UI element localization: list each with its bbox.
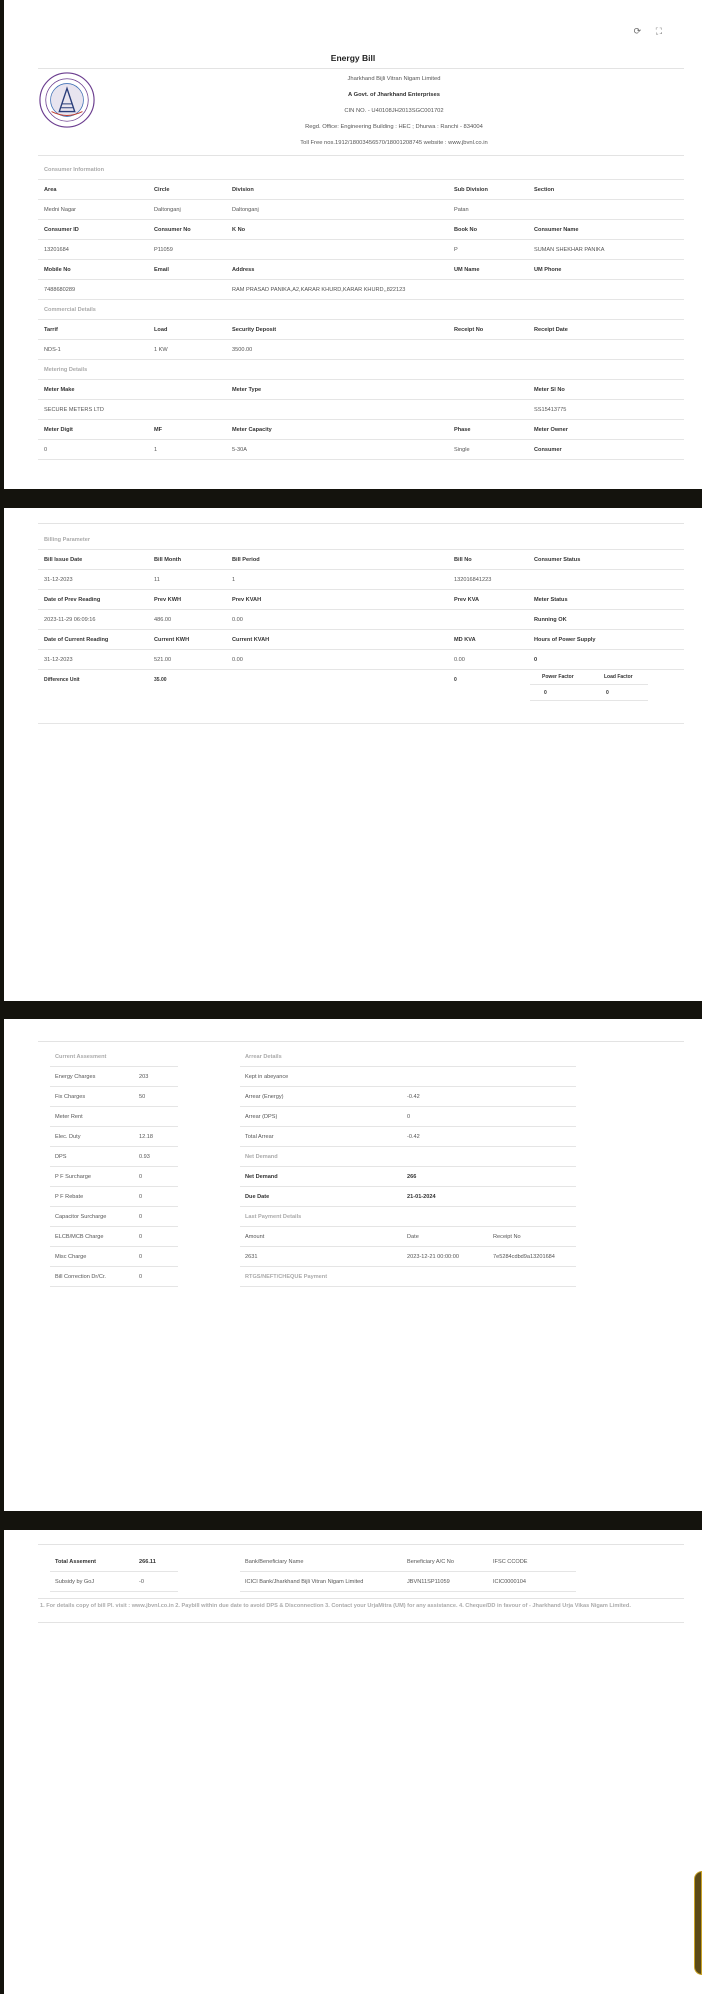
power-factor-table (530, 669, 648, 701)
table-row: ICICI Bank/Jharkhand Bijli Vitran Nigam Limited JBVN11SP11059 ICIC0000104 (240, 1572, 576, 1592)
table-row: ELCB/MCB Charge 0 (50, 1227, 178, 1247)
table-row: Mobile No Email Address UM Name UM Phone (38, 260, 684, 280)
table-row: Tarrif Load Security Deposit Receipt No Receipt Date (38, 320, 684, 340)
company-subtitle: A Govt. of Jharkhand Enterprises (348, 92, 440, 98)
table-row: Elec. Duty 12.18 (50, 1127, 178, 1147)
table-row: Date of Prev Reading Prev KWH Prev KVAH Prev KVA Meter Status (38, 590, 684, 610)
table-row: Arrear (Energy) -0.42 (240, 1087, 576, 1107)
table-row: Misc Charge 0 (50, 1247, 178, 1267)
registered-office: Regd. Office: Engineering Building : HEC ; Dhurwa : Ranchi - 834004 (305, 124, 483, 130)
bank-details-table (240, 1552, 576, 1592)
bill-page-4 (4, 1530, 702, 1994)
table-row: Power Factor Load Factor (530, 669, 648, 685)
divider (38, 1622, 684, 1623)
table-row: 2631 2023-12-21 00:00:00 7e5284cdbd9a13201684 (240, 1247, 576, 1267)
divider (38, 155, 684, 156)
table-row: Meter Digit MF Meter Capacity Phase Meter Owner (38, 420, 684, 440)
footnote: 1. For details copy of bill Pl. visit : www.jbvnl.co.in 2. Paybill within due date to avoid DPS & Disconnection 3. Contact your UrjaMitra (UM) for any assistance. 4. Cheque/DD in favour of - Jharkhand Urja Vikas Nigam Limited. (40, 1603, 631, 1609)
table-row: 31-12-2023 11 1 132016841223 (38, 570, 684, 590)
table-row: 13201684 P11059 P SUMAN SHEKHAR PANIKA (38, 240, 684, 260)
refresh-icon[interactable]: ⟳ (633, 26, 648, 36)
table-row: 31-12-2023 521.00 0.00 0.00 0 (38, 650, 684, 670)
table-row: Amount Date Receipt No (240, 1227, 576, 1247)
bill-page-1 (4, 0, 702, 489)
cin-number: CIN NO. - U40108JH2013SGC001702 (344, 108, 444, 114)
table-row: Total Assement 266.11 (50, 1552, 178, 1572)
company-name: Jharkhand Bijli Vitran Nigam Limited (347, 76, 441, 82)
table-row: Fix Charges 50 (50, 1087, 178, 1107)
section-metering-details: Metering Details (38, 360, 684, 380)
table-row: Meter Rent (50, 1107, 178, 1127)
bill-page-3 (4, 1019, 702, 1511)
chat-widget-button[interactable] (694, 1871, 702, 1975)
table-row: Arrear (DPS) 0 (240, 1107, 576, 1127)
divider (38, 523, 684, 524)
table-row: 0 1 5-30A Single Consumer (38, 440, 684, 460)
divider (38, 1598, 684, 1599)
table-row: Date of Current Reading Current KWH Current KVAH MD KVA Hours of Power Supply (38, 630, 684, 650)
total-assessment-table (50, 1552, 178, 1592)
difference-unit-row: Difference Unit 35.00 0 (38, 670, 684, 724)
table-row: Bill Issue Date Bill Month Bill Period Bill No Consumer Status (38, 550, 684, 570)
table-row: 2023-11-29 06:09:16 486.00 0.00 Running OK (38, 610, 684, 630)
table-row: Total Arrear -0.42 (240, 1127, 576, 1147)
table-row: NDS-1 1 KW 3500.00 (38, 340, 684, 360)
table-row: 0 0 (530, 685, 648, 701)
table-row: Subsidy by GoJ -0 (50, 1572, 178, 1592)
table-row: Medni Nagar Daltonganj Daltonganj Patan (38, 200, 684, 220)
section-billing-parameter: Billing Parameter (38, 530, 684, 550)
arrear-details-table (240, 1047, 576, 1287)
table-row: DPS 0.93 (50, 1147, 178, 1167)
table-row: Kept in abeyance (240, 1067, 576, 1087)
table-row: P F Rebate 0 (50, 1187, 178, 1207)
bill-page-2 (4, 508, 702, 1001)
section-commercial-details: Commercial Details (38, 300, 684, 320)
divider (38, 1544, 684, 1545)
section-consumer-information: Consumer Information (38, 160, 684, 180)
table-row: Bank/Beneficiary Name Beneficiary A/C No IFSC CCODE (240, 1552, 576, 1572)
page-title: Energy Bill (330, 53, 376, 63)
table-row: Last Payment Details (240, 1207, 576, 1227)
divider (38, 1041, 684, 1042)
divider (38, 68, 684, 69)
table-row: P F Surcharge 0 (50, 1167, 178, 1187)
table-row: Current Assesment (50, 1047, 178, 1067)
jbvnl-logo (38, 71, 96, 129)
table-row: Bill Correction Dr/Cr. 0 (50, 1267, 178, 1287)
current-assessment-table (50, 1047, 178, 1287)
table-row: SECURE METERS LTD SS15413775 (38, 400, 684, 420)
table-row: Net Demand (240, 1147, 576, 1167)
table-row: Meter Make Meter Type Meter Sl No (38, 380, 684, 400)
toolbar (634, 26, 668, 37)
table-row: Consumer ID Consumer No K No Book No Consumer Name (38, 220, 684, 240)
table-row: RTGS/NEFT/CHEQUE Payment (240, 1267, 576, 1287)
table-row: Area Circle Division Sub Division Section (38, 180, 684, 200)
table-row: Net Demand 266 (240, 1167, 576, 1187)
table-row: Due Date 21-01-2024 (240, 1187, 576, 1207)
table-row: Energy Charges 203 (50, 1067, 178, 1087)
expand-icon[interactable]: ⛶ (655, 26, 668, 36)
table-row: Capacitor Surcharge 0 (50, 1207, 178, 1227)
table-row: Arrear Details (240, 1047, 576, 1067)
table-row: 7488680289 RAM PRASAD PANIKA,A2,KARAR KHURD,KARAR KHURD,,822123 (38, 280, 684, 300)
toll-free-numbers: Toll Free nos.1912/18003456570/18001208745 website : www.jbvnl.co.in (300, 140, 488, 146)
